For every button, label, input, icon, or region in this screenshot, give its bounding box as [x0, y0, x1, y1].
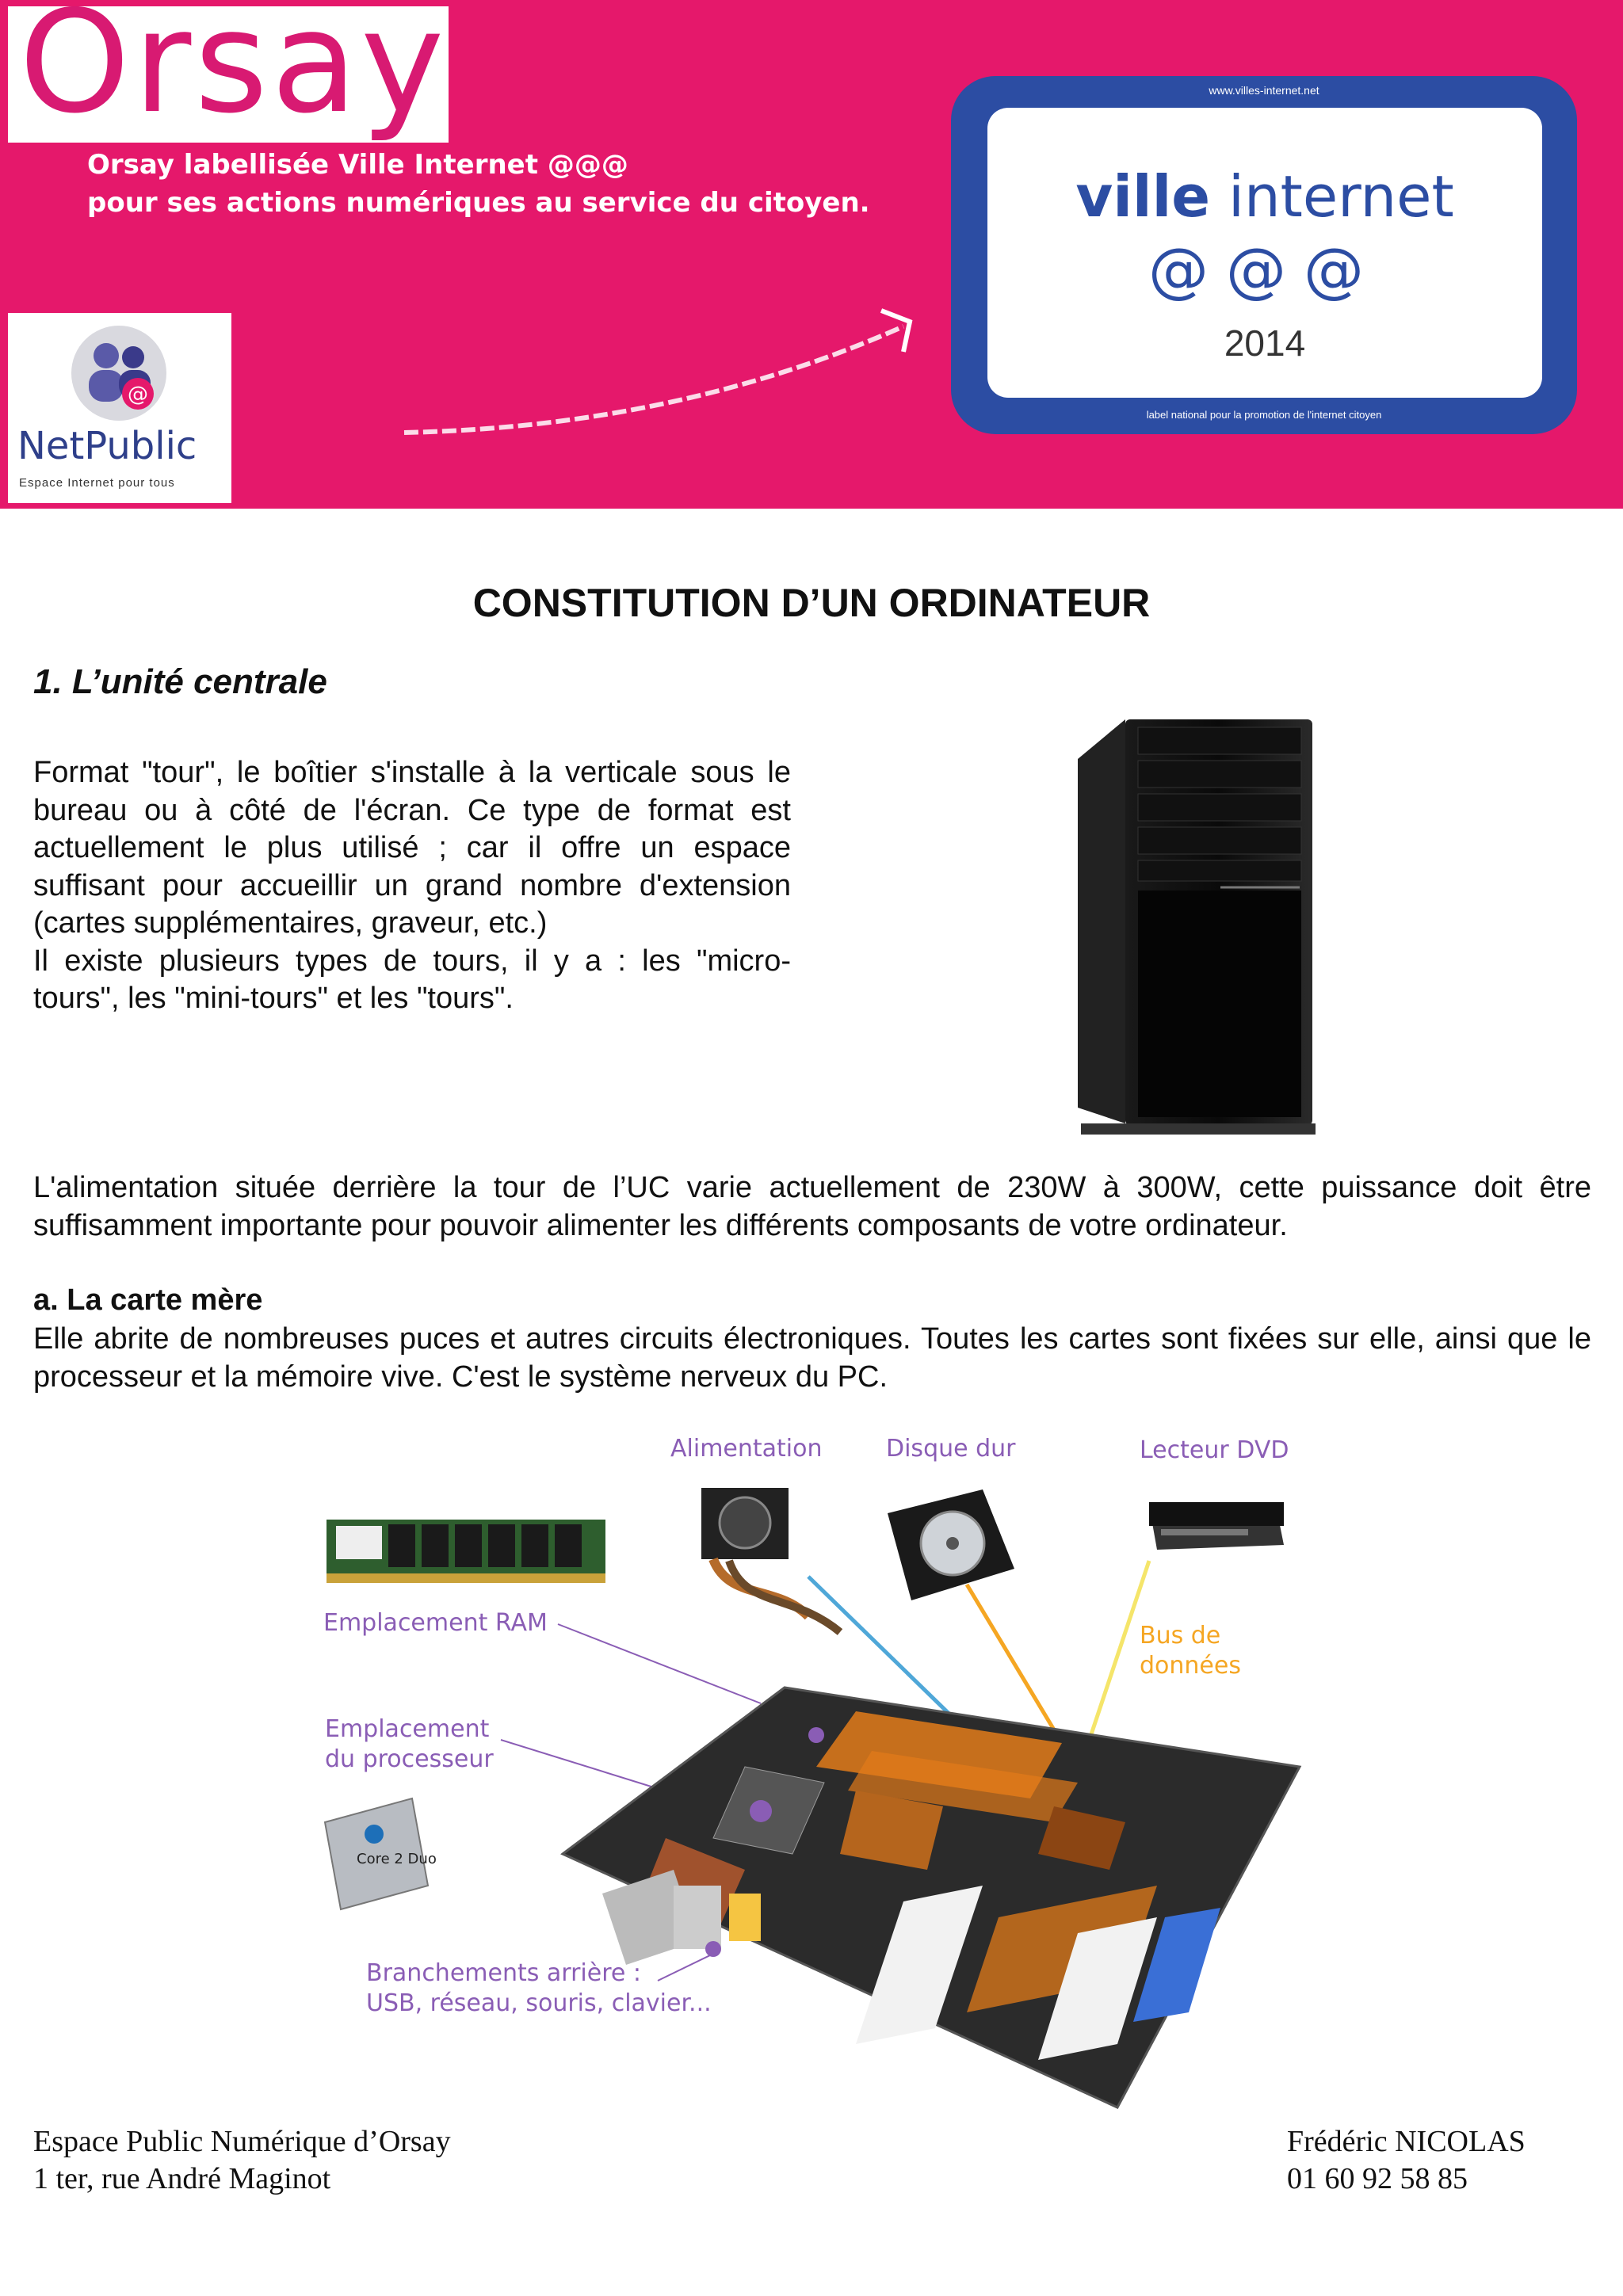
badge-at-signs: @@@: [1148, 235, 1381, 305]
header-banner: [0, 0, 1623, 509]
badge-footer: label national pour la promotion de l'internet citoyen: [1146, 409, 1382, 421]
power-supply-paragraph: L'alimentation située derrière la tour de l’UC varie actuellement de 230W à 300W, cette puissance doit être suffisamment importante pour pouvoir alimenter les différents composants de votre ordinateur.: [33, 1171, 1591, 1242]
label-bus-donnees: Bus de données: [1140, 1622, 1241, 1680]
netpublic-tagline: Espace Internet pour tous: [19, 476, 175, 490]
label-disque-dur: Disque dur: [886, 1435, 1016, 1463]
netpublic-logo: [8, 313, 231, 503]
footer-organization: Espace Public Numérique d’Orsay: [33, 2125, 451, 2158]
banner-tagline-line1: Orsay labellisée Ville Internet @@@: [87, 149, 628, 181]
orsay-logo: [8, 0, 449, 144]
footer-right: [1287, 2123, 1526, 2198]
page-title: CONSTITUTION D’UN ORDINATEUR: [472, 581, 1151, 625]
ram-stick-icon: [327, 1520, 605, 1583]
intro-text: [33, 754, 791, 1018]
badge-year: 2014: [1224, 322, 1306, 364]
orsay-logo-text: Orsay: [19, 0, 448, 144]
motherboard-board-icon: [563, 1688, 1300, 2107]
svg-text:Core 2 Duo: Core 2 Duo: [357, 1851, 437, 1867]
netpublic-people-icon: [55, 322, 182, 424]
footer-address: 1 ter, rue André Maginot: [33, 2162, 331, 2195]
banner-tagline-line2: pour ses actions numériques au service du citoyen.: [87, 187, 870, 219]
ville-internet-badge: [951, 76, 1577, 434]
footer-phone: 01 60 92 58 85: [1287, 2162, 1468, 2195]
svg-text:@: @: [128, 383, 148, 406]
cpu-chip-icon: [325, 1798, 437, 1909]
motherboard-subtitle: a. La carte mère: [33, 1283, 263, 1317]
label-lecteur-dvd: Lecteur DVD: [1140, 1436, 1289, 1464]
section-title: 1. L’unité centrale: [33, 662, 327, 701]
label-emplacement-ram: Emplacement RAM: [323, 1609, 548, 1637]
badge-url: www.villes-internet.net: [1209, 84, 1319, 97]
banner-tagline: [87, 146, 870, 222]
footer-contact-name: Frédéric NICOLAS: [1287, 2125, 1526, 2158]
netpublic-name: NetPublic: [17, 424, 197, 468]
badge-title: ville internet: [1075, 163, 1454, 230]
arrow-swoosh-icon: [396, 293, 935, 452]
badge-inner: [987, 108, 1542, 398]
intro-paragraph-1: Format "tour", le boîtier s'installe à la verticale sous le bureau ou à côté de l'écran. Ce type de format est actuellement le plus utilisé ; car il offre un espace suffisant pour accueillir un grand nombre d'extension (cartes supplémentaires, graveur, etc.): [33, 756, 791, 940]
motherboard-figure: [301, 1426, 1331, 2123]
footer-left: [33, 2123, 451, 2198]
label-alimentation: Alimentation: [670, 1435, 823, 1463]
dvd-drive-icon: [1149, 1502, 1284, 1550]
power-supply-icon: [701, 1488, 840, 1632]
label-emplacement-processeur: Emplacement du processeur: [325, 1715, 494, 1773]
label-branchements-arriere: Branchements arrière : USB, réseau, souris, clavier...: [366, 1959, 712, 2017]
motherboard-paragraph: Elle abrite de nombreuses puces et autres circuits électroniques. Toutes les cartes sont fixées sur elle, ainsi que le processeur et la mémoire vive. C'est le système nerveux du PC.: [33, 1322, 1591, 1394]
intro-paragraph-2: Il existe plusieurs types de tours, il y a : les "micro-tours", les "mini-tours" et les "tours".: [33, 944, 791, 1015]
pc-tower-image: [1062, 711, 1331, 1139]
motherboard-illustration: [301, 1426, 1331, 2123]
hard-disk-icon: [888, 1489, 1014, 1600]
